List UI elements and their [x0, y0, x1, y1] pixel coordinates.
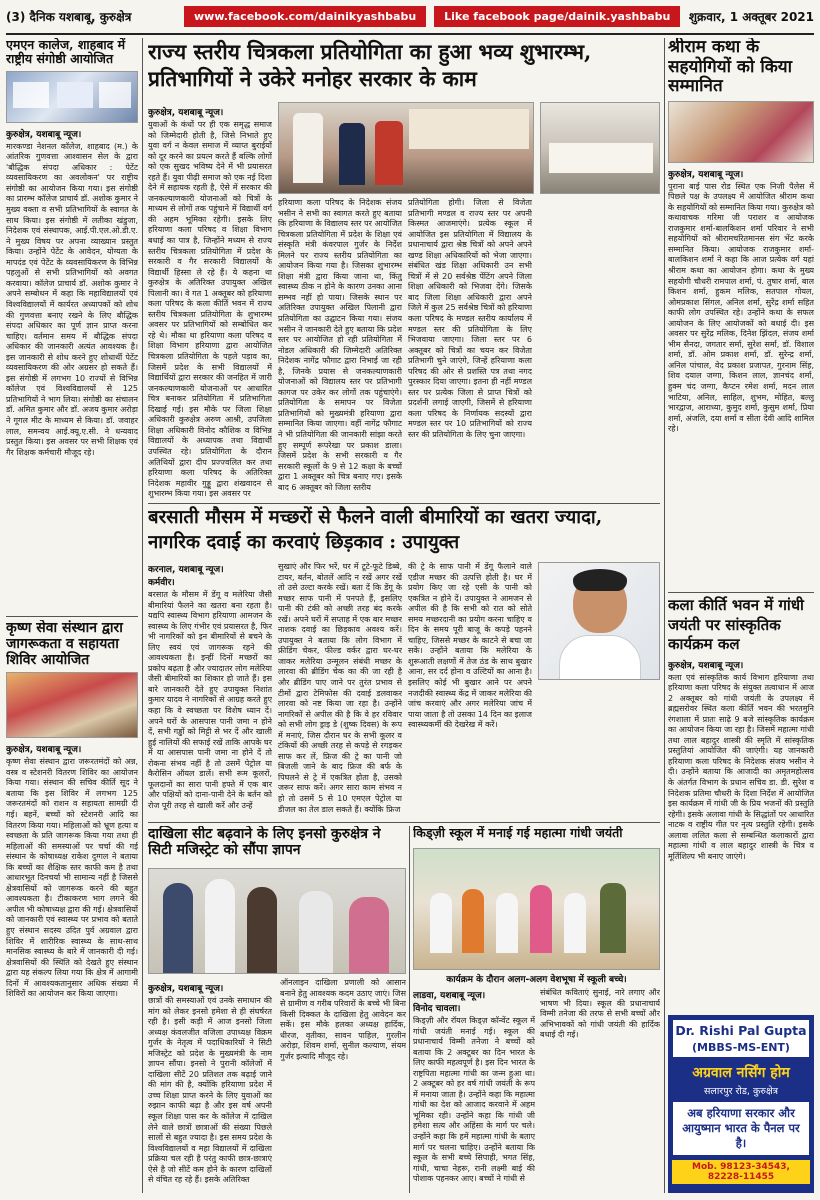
headline: एमएन कालेज, शाहबाद में राष्ट्रीय संगोष्ठी आयोजित [6, 38, 126, 67]
ad-address: सलारपुर रोड, कुरुक्षेत्र [703, 1086, 778, 1097]
byline: करनाल, यशबाबू न्यूज। [148, 565, 224, 575]
ad-hospital: अग्रवाल नर्सिंग होम [692, 1065, 790, 1081]
article-body: प्रतियोगिता होगी। जिला से विजेता प्रतिभागी मण्डल व राज्य स्तर पर अपनी किस्मत आजमाएंगे। प्रत्येक स्कूल में आयोजित इस प्रतियोगिता में विद्यालय के प्रधानाचार्य द्वारा श्रेष्ठ चित्रों को अपने अपने खण्ड शिक्षा अधिकारियों को भेजा जाएगा। संबंधित खंड शिक्षा अधिकारी उन सभी चित्रों में से 20 सर्वश्रेष्ठ पेंटिंग अपने जिला शिक्षा अधिकारी को भिजवा देंगे। जिसके बाद जिला शिक्षा अधिकारी द्वारा अपने जिले में कुल 25 सर्वश्रेष्ठ चित्रों को हरियाणा कला परिषद के मण्डल स्तरीय कार्यालय में मण्डल स्तर की प्रतियोगिता के लिए भिजवाया जाएगा। जिला स्तर पर 6 अक्तूबर को चित्रों का चयन कर विजेता प्रतिभागी चुने जाएंगे, जिन्हें हरियाणा कला परिषद की ओर से प्रशस्ति पत्र तथा नगद पुरस्कार दिया जाएगा। इतना ही नहीं मण्डल स्तर पर प्रत्येक जिला से प्राप्त चित्रों को प्रदर्शनी लगाई जाएगी, जिसमें से हरियाणा कला परिषद के निर्णायक सदस्यों द्वारा मण्डल स्तर पर 10 प्रतिभागियों को राज्य स्तर की प्रतियोगिता के लिए चुना जाएगा। [408, 198, 532, 440]
article-krishna-seva [6, 620, 138, 1193]
article-mosquito-col2 [278, 562, 402, 820]
news-photo [6, 71, 138, 123]
ad-tagline: अब हरियाणा सरकार और आयुष्मान भारत के पैनल पर है। [673, 1102, 809, 1155]
article-kidzee-col2 [540, 988, 660, 1193]
section-divider [668, 592, 814, 593]
masthead-rule [6, 33, 814, 35]
article-body: कृष्ण सेवा संस्थान द्वारा जरूरतमंदों को अन्न, वस्त्र व स्टेशनरी वितरण शिविर का आयोजन किया गया। संस्थान की सचिव कीर्ति सूद ने बताया कि इस शिविर में लगभग 125 जरूरतमंदों को राशन व सहायता सामग्री दी गई। बहनें, बच्चों को स्टेशनरी आदि का वितरण किया गया। महिलाओं को भ्रूण हत्या व स्वच्छता के प्रति जागरूक किया गया तथा ही महिलाओं की समस्याओं पर चर्चा की गई संस्थान के कोषाध्यक्ष राकेश दुग्गल ने बताया कि बच्चों का शैक्षिक स्तर काफी कम है तथा आधारभूत दिनचर्या भी सामान्य नहीं है जिससे क्षेत्रवासियों को जागरूक करने की बहुत आवश्यकता है। टीकाकरण भाग लगने की अपील भी कोषाध्यक्ष द्वारा की गई। क्षेत्रवासियों को जानकारी एवं स्वास्थ्य पर प्रभाव को बताते हुए संस्थान सदस्य उदित पुर्व अग्रवाल द्वारा शिविर में शारीरिक स्वास्थ्य के साथ-साथ मानसिक स्वास्थ्य के बारे में जानकारी दी गई। क्षेत्रवासियों की स्थिति को देखते हुए संस्थान द्वारा यह संकल्प लिया गया कि क्षेत्र में आगामी दिनों में आवश्यकतानुसार अधिक संख्या में शिविरों का आयोजन कर किया जाएगा। [6, 757, 138, 999]
article-painting-competition-col1 [148, 102, 272, 500]
byline: कुरुक्षेत्र, यशबाबू न्यूज। [148, 984, 224, 994]
article-mn-college [6, 38, 138, 613]
news-photo [6, 672, 138, 738]
article-body: सुखाएं और फिर भरें, घर में टूटे-फूटे डिब्बे, टायर, बर्तन, बोतलें आदि न रखें अगर रखें तो उसे उल्टा करके रखें। बता दें कि डेंगू के मच्छर साफ पानी में पनपते हैं, इसलिए पानी की टंकी को अच्छी तरह बंद करके रखें। अपने घरों में सप्ताह में एक बार मच्छर नाशक दवाई का छिड़काव अवश्य करें। उपायुक्त ने बताया कि लोग विभाग में फ्रीडिंग चेकर, फील्ड वर्कर द्वारा घर-घर जाकर मलेरिया उन्मूलन संबंधी मच्छर के लारवा की ब्रीडिंग चेक का की जा रही है और ब्रीडिंग पाए जाने पर तुरंत प्रभाव से टीमों द्वारा टेमिफोस की दवाई डलवाकर लारवा को नष्ट किया जा रहा है। उन्होंने नागरिकों से अपील की है कि वे हर रविवार को सभी लोग ड्राइ डे (शुष्क दिवस) के रूप में मनाएं, जिस दौरान घर के सभी कूलर व टंकियों की अच्छी तरह से कपड़े से रगड़कर साफ कर लें, फ्रिज की ट्रे का पानी जो बिजली जाने के बाद फ्रिज की बर्फ के पिघलने से ट्रे में एकत्रित होता है, उसको जरूर साफ करें। अगर सारा काम संभव न हो तो उसमें 5 से 10 एमएल पेट्रोल या डीजल का तेल डाल सकते हैं। क्योंकि फ्रिज [278, 562, 402, 814]
article-body: किड्ज़ी और रॉयल किड्ज़ कॉन्वेंट स्कूल में गांधी जयंती मनाई गई। स्कूल की प्रधानाचार्य विम्मी तनेजा ने बच्चों को बताया कि 2 अक्टूबर का दिन भारत के लिए काफी महत्वपूर्ण है। इस दिन भारत के राष्ट्रपिता महात्मा गांधी का जन्म हुआ था। 2 अक्टूबर को हर वर्ष गांधी जयंती के रूप में मनाया जाता है। उन्होंने कहा कि महात्मा गांधी का देश को आजाद करवाने में अहम भूमिका रही। उन्होंने कहा कि गांधी जी हमेशा सत्य और अहिंसा के मार्ग पर चले। उन्होंने कहा कि हमें महात्मा गांधी के बताए मार्ग पर चलना चाहिए। उन्होंने बताया कि स्कूल के सभी बच्चे सिपाही, भगत सिंह, गांधी, चाचा नेहरू, रानी लक्ष्मी बाई की पोशाक पहनकर आए। बच्चों ने गांधी से [413, 1016, 535, 1184]
article-body: युवाओं के कंधों पर ही एक समृद्ध समाज को जिम्मेदारी होती है, जिसे निभाते हुए युवा वर्ग न केवल समाज में व्याप्त बुराईयों को दूर करने का प्रयत्न करते हैं बल्कि लोगों को एक सुखद भविष्य देने में भी प्रयासरत रहते हैं। युवा पीढ़ी समाज को एक नई दिशा देने में सहायक रहती है, ऐसे में सरकार की जनकल्याणकारी योजनाओं को चित्रों के माध्यम से लोगों तक पहुंचाने में विद्यार्थी वर्ग की अहम भूमिका रहेगी। इसके लिए हरियाणा कला परिषद व शिक्षा विभाग बधाई का पात्र है, जिन्होंने मध्यम से राज्य स्तरीय चित्रकला प्रतियोगिता में प्रदेश के सरकारी व गैर सरकारी विद्यालयों के विद्यार्थी हिस्सा ले रहे हैं। ये कहना था कुरुक्षेत्र के अतिरिक्त उपायुक्त अखिल पिलानी का। वे गत 1 अक्तूबर को हरियाणा कला परिषद के कला कीर्ति भवन में राज्य स्तरीय चित्रकला प्रतियोगिता के शुभारम्भ अवसर पर प्रतिभागियों को सम्बोधित कर रहे थे। मौका था हरियाणा कला परिषद व शिक्षा विभाग हरियाणा द्वारा आयोजित चित्रकला प्रतियोगिता के पहले पड़ाव का, जिसमें प्रदेश के सभी विद्यालयों में विद्यार्थियों द्वारा सरकार की जनहित में जारी जनकल्याणकारी योजनाओं पर आधारित चित्र बनाकर प्रतियोगिता में प्रतिभागिता दिखाई गई। इस मौके पर जिला शिक्षा अधिकारी कुरुक्षेत्र अरुण आश्री, उपजिला शिक्षा अधिकारी विनोद कौशिक व विभिन्न विद्यालयों के अध्यापक तथा विद्यार्थी उपस्थित रहे। प्रतियोगिता के दौरान अतिथियों द्वारा दीप प्रज्ज्वलित कर तथा हरियाणा कला परिषद के अतिरिक्त निदेशक महावीर गुड्डू द्वारा शंखवादन से शुभारम्भ किया गया। इस अवसर पर [148, 120, 272, 499]
column-divider [142, 38, 143, 1193]
article-shriram-katha [668, 38, 814, 618]
advertisement-nursing-home[interactable] [668, 1015, 814, 1193]
headline: दाखिला सीट बढ़वाने के लिए इनसो कुरुक्षेत्र ने सिटी मजिस्ट्रेट को सौंपा ज्ञापन [148, 826, 381, 859]
page-number: (3) दैनिक यशबाबू, कुरुक्षेत्र [6, 9, 132, 24]
news-photo-students-painting [540, 102, 660, 194]
article-painting-competition-col3 [408, 198, 532, 500]
news-photo-lamp-lighting [278, 102, 534, 194]
article-mosquito-col3 [408, 562, 532, 820]
headline: किड्ज़ी स्कूल में मनाई गई महात्मा गांधी जयंती [413, 826, 623, 840]
article-painting-competition-col4 [538, 198, 660, 500]
headline: राज्य स्तरीय चित्रकला प्रतियोगिता का हुआ भव्य शुभारम्भ, प्रतिभागियों ने उकेरे मनोहर सरकार के काम [148, 39, 592, 92]
article-body: की ट्रे के साफ पानी में डेंगू फैलाने वाले एडीज मच्छर की उत्पत्ति होती है। घर में प्रयोग किए जा रहे एसी के पानी को एकत्रित न होने दें। उपायुक्त ने आमजन से अपील की है कि सभी को रात को सोते समय मच्छरदानी का प्रयोग करना चाहिए व दिन के समय पूरी बाजू के कपड़े पहनने चाहिए, जिससे मच्छर के काटने से बचा जा सके। उन्होंने बताया कि मलेरिया के शुरूआती लक्षणों में तेज ठंड के साथ बुखार आना, सर दर्द होना व उल्टियों का आना है। इसलिए कोई भी बुखार आने पर अपने नजदीकी स्वास्थ्य केंद्र में जाकर मलेरिया की जांच करवाएं और अगर मलेरिया जांच में पाया जाता है तो उसका 14 दिन का इलाज स्वास्थ्यकर्मी की देखरेख में करें। [408, 562, 532, 730]
byline: कुरुक्षेत्र, यशबाबू न्यूज। [6, 745, 82, 756]
article-painting-competition-col2 [278, 198, 402, 500]
section-divider [6, 616, 138, 617]
article-inso-col1 [148, 978, 272, 1193]
news-photo-gandhi-jayanti [413, 848, 660, 970]
article-mosquito-col1 [148, 562, 272, 820]
facebook-link[interactable]: www.facebook.com/dainikyashbabu [184, 6, 426, 27]
article-body: मारकण्डा नेशनल कॉलेज, शाहबाद (म.) के आंतरिक गुणवत्ता आश्वासन सेल के द्वारा 'बौद्धिक संपदा अधिकार : पेटेंट व्यवसायिकरण का अवलोकन' पर राष्ट्रीय संगोष्ठी का आयोजन किया गया। इस संगोष्ठी का प्रारम्भ कॉलेज प्राचार्य डॉ. अशोक कुमार ने मुख्य वक्ता व सभी प्रतिभागियों के स्वागत के साथ किया। इस संगोष्ठी में लतीका खंडुजा, निदेशक एवं संस्थापक, आई.पी.एल.ओ.डी.ए. ने मुख्य विषय पर अपना व्याख्यान प्रस्तुत किया। उन्होंने पेटेंट के आवेदन, योग्यता के मापदंड एवं पेटेंट के व्यवसायिकरण के विभिन्न पहलुओं से सभी प्रतिभागियों को अवगत करवाया। कॉलेज प्राचार्य डॉ. अशोक कुमार ने अपने सम्बोधन में कहा कि महाविद्यालयों एवं विश्वविद्यालयों में कार्यरत अध्यापकों को शोध की गुणवत्ता बनाए रखने के लिए बौद्धिक संपदा अधिकार का पूर्ण ज्ञान प्राप्त करना चाहिए। वर्तमान समय में बौद्धिक संपदा अधिकार की जानकारी अत्यंत आवश्यक है। इस जानकारी से शोध करने हुए शोधार्थी पेटेंट व्यवसायिकरण की ओर अग्रसर हो सकते हैं। इस संगोष्ठी में लगभग 10 राज्यों से विभिन्न कॉलेज एवं विश्वविद्यालयों से 125 प्रतिभागियों ने भाग लिया। संगोष्ठी का संचालन डॉ. अमित कुमार और डॉ. अजय कुमार अरोड़ा ने गूगल मीट के माध्यम से किया। डॉ. जवाहर लाल, समन्वय आई.क्यू.ए.सी. ने धन्यवाद प्रस्तुत किया। इस अवसर पर सभी शिक्षक एवं गैर शिक्षक कर्मचारी मौजूद रहे। [6, 141, 138, 457]
issue-date: शुक्रवार, 1 अक्तूबर 2021 [688, 9, 814, 24]
byline: कुरुक्षेत्र, यशबाबू न्यूज। [668, 660, 744, 671]
ad-doctor-name: Dr. Rishi Pal Gupta [673, 1020, 809, 1041]
article-body: संबंधित कविताएं सुनाई, नारे लगाए और भाषण भी दिया। स्कूल की प्रधानाचार्य विम्मी तनेजा की तरफ से सभी बच्चों और अभिभावकों को गांधी जयंती की हार्दिक बधाई दी गई। [540, 988, 660, 1040]
news-photo [668, 101, 814, 163]
photo-caption: कार्यक्रम के दौरान अलग-अलग वेशभूषा में स्कूली बच्चे। [446, 975, 627, 985]
headline-block [148, 38, 660, 100]
headline-block [148, 506, 660, 562]
column-divider [409, 826, 410, 1193]
article-kidzee-col1 [413, 988, 535, 1193]
ad-phone: Mob. 98123-34543, 82228-11455 [672, 1160, 810, 1184]
article-body: ऑनलाइन दाखिला प्रणाली को आसान बनाने हेतु आवश्यक कदम उठाए जाएं। जिस से ग्रामीण व गरीब परिवारों के बच्चे भी बिना किसी दिक्कत के दाखिला हेतु आवेदन कर सकें। इस मौके हलका अध्यक्ष हार्दिक, धीरज, वृतीका, सावन पाहिल, गुरलीन अरोड़ा, शिवम शर्मा, सुनील कल्याण, संयम गुर्जर इत्यादि मौजूद रहे। [280, 978, 406, 1061]
masthead [0, 0, 820, 32]
reporter: विनोद चावला। [413, 1004, 461, 1014]
headline: श्रीराम कथा के सहयोगियों को किया सम्मानित [668, 38, 793, 97]
byline: कुरुक्षेत्र, यशबाबू न्यूज। [6, 129, 82, 140]
article-body: बरसात के मौसम में डेंगू व मलेरिया जैसी बीमारियां फैलने का खतरा बना रहता है। यद्यपि स्वास्थ्य विभाग हरियाणा आमजन के स्वास्थ्य के लिए गंभीर एवं प्रयासरत है, फिर भी नागरिकों को इन बीमारियों से बचने के लिए स्वयं एवं जागरूक रहने की आवश्यकता है। इन्हीं दिनों मच्छरों का प्रकोप बढ़ता है और ज्यादातर लोग मलेरिया जैसी बीमारियों का शिकार हो जाते हैं। इस बारे जानकारी देते हुए उपायुक्त निशांत कुमार यादव ने नागरिकों से आग्रह करते हुए कहा कि वे स्वच्छता पर विशेष ध्यान दें। अपने घरों के आसपास पानी जमा न होने दें, सभी गड्ढों को मिट्टी से भर दें और खाली हुई नालियों की सफाई रखें ताकि आपके घर में या आसपास पानी जमा ना होने दें तो रोकना संभव नहीं है तो उसमें पेट्रोल या कैरोसिन ऑयल डालें। सभी रूम कूलरों, फूलदानों का सारा पानी हफ्ते में एक बार और पक्षियों को दाना-पानी देने के बर्तन को रोज पूरी तरह से खाली करें और उन्हें [148, 590, 272, 810]
byline: लाडवा, यशबाबू न्यूज। [413, 991, 486, 1001]
column-divider [664, 38, 665, 1193]
article-body: छात्रों की समस्याओं एवं उनके समाधान की मांग को लेकर इनसो हमेशा से ही संघर्षरत रही है। इसी कड़ी में आज इनसो जिला अध्यक्ष कंवलजीत वजिला उपाध्यक्ष विक्रम गुर्जर के नेतृत्व में पदाधिकारियों ने सिटी मजिस्ट्रेट को प्रदेश के मुख्यमंत्री के नाम ज्ञापन सौंपा। इनसो ने पुरानी कॉलेजों में दाखिला सीटें 20 प्रतिशत तक बढ़ाई जाने की मांग की है, क्योंकि हरियाणा प्रदेश में उच्च शिक्षा प्राप्त करने के लिए युवाओं का रुझान काफी बढ़ा है और इस वर्ष अपनी स्कूल शिक्षा पास कर के कॉलेज में दाखिल लेने वाले छात्रों छात्राओं की संख्या पिछले सालों से बहुत ज्यादा है। इस समय प्रदेश के विश्वविद्यालयों व महा विद्यालयों में दाखिला प्रक्रिया चल रही है परंतु काफी छात्र-छात्राएं ऐसे है जो सीटें कम होने के कारण दाखिलों से वंचित रह रहे हैं। इसके अतिरिक्त [148, 996, 272, 1185]
article-inso-col2 [280, 978, 406, 1193]
headline: कृष्ण सेवा संस्थान द्वारा जागरूकता व सहायता शिविर आयोजित [6, 620, 123, 669]
byline: कुरुक्षेत्र, यशबाबू न्यूज। [148, 108, 224, 118]
headline-block [413, 826, 660, 848]
reporter: कर्मवीर। [148, 578, 175, 588]
news-photo-deputy-commissioner [538, 562, 660, 680]
facebook-like[interactable]: Like facebook page/dainik.yashbabu [434, 6, 680, 27]
byline: कुरुक्षेत्र, यशबाबू न्यूज। [668, 169, 744, 180]
headline: बरसाती मौसम में मच्छरों से फैलने वाली बीमारियों का खतरा ज्यादा, नागरिक दवाई का करवाएं छिड़काव : उपायुक्त [148, 507, 603, 553]
article-body: पुराना बाई पास रोड स्थित एक निजी पैलेस में पिछले पक्ष के उपलक्ष्य में आयोजित श्रीराम कथा के सहयोगियों को सम्मानित किया गया। कुरुक्षेत्र को कथावाचक गरिमा जी पराशर व आयोजक राजकुमार शर्मा-बालकिशन शर्मा परिवार ने सभी सहयोगियों को श्रीरामचरितमानस संग भेंट करके सम्मानित किया। आयोजक राजकुमार शर्मा-बालकिशन शर्मा ने कहा कि आज प्रत्येक वर्ग यहां श्रीराम कथा का आयोजन होगा। कथा के मुख्य सहयोगी चौधरी रामपाल शर्मा, पं. तुषार शर्मा, बाल किशन शर्मा, हुकम मलिक, सतपाल गोयल, ओमप्रकाश सिंगल, अनिल शर्मा, सुरेंद्र शर्मा सहित काफी लोग उपस्थित रहे। उन्होंने कथा के सफल आयोजन के लिए आयोजकों को बधाई दी। इस अवसर पर सुरेंद्र मलिक, दिनेश झिंदल, संजय शर्मा भीम सैनदा, जगतार सर्मा, सुरेश सर्मा, डॉ. विशाल शर्मा, डॉ. ओम प्रकाश शर्मा, डॉ. सुरेन्द्र शर्मा, अनिल पांचाल, वेद प्रकाश प्रजापत, गुरनाम सिंह, शिव दयाल जग्गा, किशन लाल, ज्ञानचंद शर्मा, हुक्म चंद जग्गा, कैप्टन रमेश शर्मा, मदन लाल भाटिया, अनिल, साहिल, शुभम, मोहित, बल्लू भारद्वाज, आराध्या, कुमुद शर्मा, कुसुम शर्मा, प्रिया शर्मा, अंजलि, दया शर्मा व सीता देवी आदि शामिल रहे। [668, 181, 814, 434]
headline-block [148, 826, 406, 866]
section-divider [148, 822, 660, 823]
section-divider [148, 503, 660, 504]
article-kala-kirti-bhawan [668, 596, 814, 1010]
article-body: कला एवं सांस्कृतिक कार्य विभाग हरियाणा तथा हरियाणा कला परिषद के संयुक्त तत्वाधान में आज 2 अक्तूबर को गांधी जयंती के उपलक्ष्य में ब्रह्मसरोवर स्थित कला कीर्ति भवन की भरतमुनि रंगशाला में प्रातः साढ़े 9 बजे सांस्कृतिक कार्यक्रम का आयोजन किया जा रहा है। जिसमें महात्मा गांधी तथा लाल बहादुर शास्त्री की स्मृति में सांस्कृतिक प्रस्तुतियां आयोजित की जाएंगी। यह जानकारी हरियाणा कला परिषद के निदेशक संजय भसीन ने दी। उन्होंने बताया कि आजादी का अमृतमहोत्सव के अंतर्गत विभाग के प्रधान सचिव डा. डी. सुरेश व निदेशक प्रतिमा चौधरी के दिशा निर्देश में आयोजित इस कार्यक्रम में गांधी जी के प्रिय भजनों की प्रस्तुति रहेगी। इसके अलावा गांधी के सिद्धांतों पर आधारित नाटक व राष्ट्रीय गीत पर नृत्य प्रस्तुति रहेगी। इसके अलावा ललित कला से सम्बन्धित कलाकारों द्वारा महात्मा गांधी व लाल बहादुर शास्त्री के चित्र व मूर्तिशिल्प भी बनाए जाएंगे। [668, 672, 814, 861]
article-mosquito-col4 [538, 684, 660, 820]
headline: कला कीर्ति भवन में गांधी जयंती पर सांस्कृतिक कार्यक्रम कल [668, 596, 804, 653]
news-photo-memorandum [148, 868, 406, 974]
ad-degree: (MBBS-MS-ENT) [673, 1041, 809, 1057]
article-body: हरियाणा कला परिषद के निदेशक संजय भसीन ने सभी का स्वागत करते हुए बताया कि हरियाणा के विद्यालय स्तर पर आयोजित चित्रकला प्रतियोगिता में प्रदेश के शिक्षा एवं संस्कृति मंत्री कंवरपाल गुर्जर के निर्देश मिलने पर राज्य स्तरीय प्रतियोगिता का आयोजन किया गया है। जिसका शुभारम्भ शिक्षा मंत्री द्वारा किया जाना था, किंतु स्वास्थ्य ठीक न होने के कारण उनका आना सम्भव नहीं हो पाया। जिसके स्थान पर अतिरिक्त उपायुक्त अखिल पिलानी द्वारा प्रतियोगिता का उद्घाटन किया गया। संजय भसीन ने जानकारी देते हुए बताया कि प्रदेश स्तर पर आयोजित हो रही प्रतियोगिता में नोडल अधिकारी की जिम्मेदारी अतिरिक्त निदेशक नागेंद्र फौगाट द्वारा निभाई जा रही है, जिनके प्रयास से जनकल्याणकारी योजनाओं को विद्यालय स्तर पर प्रतिभागी कागज पर उकेर कर लोगों तक पहुंचाएंगे। प्रतियोगिता के समापन पर विजेता प्रतिभागियों को मुख्यमंत्री हरियाणा द्वारा सम्मानित किया जाएगा। वहीं नागेंद्र फौगाट ने भी प्रतियोगिता की जानकारी सांझा करते हुए सम्पूर्ण रूपरेखा पर प्रकाश डाला। जिसमें प्रदेश के सभी सरकारी व गैर सरकारी स्कूलों के 9 से 12 कक्षा के बच्चों द्वारा 1 अक्तूबर को चित्र बनाए गए। इसके बाद 6 अक्तूबर को जिला स्तरीय [278, 198, 402, 492]
